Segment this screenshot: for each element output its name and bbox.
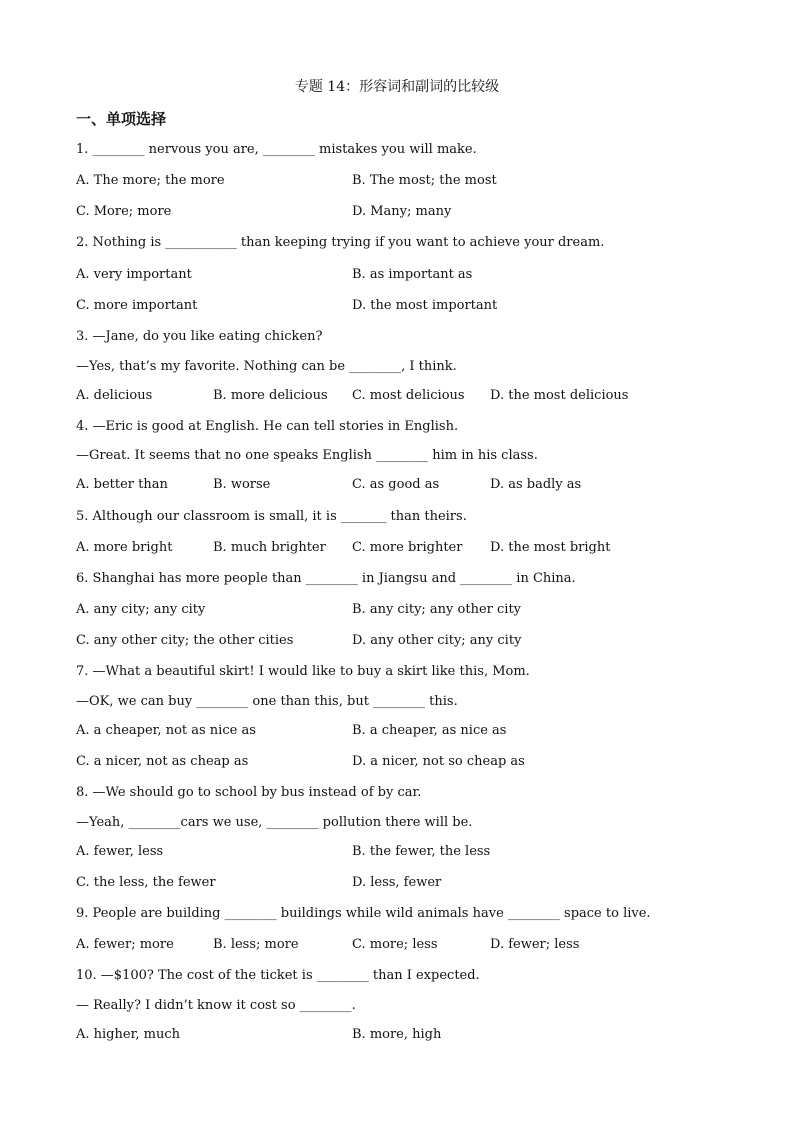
question-8-reply: —Yeah, ________cars we use, ________ pollution there will be. (76, 815, 473, 830)
question-7-reply: —OK, we can buy ________ one than this, but ________ this. (76, 694, 458, 709)
q4-option-b: B. worse (213, 477, 271, 492)
q10-option-b: B. more, high (352, 1027, 442, 1042)
q10-option-a: A. higher, much (76, 1027, 180, 1042)
q5-option-d: D. the most bright (490, 540, 611, 555)
q9-option-a: A. fewer; more (76, 937, 174, 952)
question-6: 6. Shanghai has more people than ________ in Jiangsu and ________ in China. (76, 571, 576, 586)
q9-option-c: C. more; less (352, 937, 438, 952)
question-3-reply: —Yes, that’s my favorite. Nothing can be ________, I think. (76, 359, 457, 374)
question-3: 3. —Jane, do you like eating chicken? (76, 329, 323, 344)
q3-option-a: A. delicious (76, 388, 153, 403)
q8-option-a: A. fewer, less (76, 844, 164, 859)
q6-option-c: C. any other city; the other cities (76, 633, 294, 648)
q7-option-d: D. a nicer, not so cheap as (352, 754, 525, 769)
q2-option-c: C. more important (76, 298, 198, 313)
question-4: 4. —Eric is good at English. He can tell stories in English. (76, 419, 459, 434)
q2-option-a: A. very important (76, 267, 192, 282)
question-10: 10. —$100? The cost of the ticket is ________ than I expected. (76, 968, 480, 983)
q1-option-c: C. More; more (76, 204, 172, 219)
q8-option-b: B. the fewer, the less (352, 844, 491, 859)
q5-option-b: B. much brighter (213, 540, 326, 555)
q1-option-d: D. Many; many (352, 204, 452, 219)
q4-option-a: A. better than (76, 477, 168, 492)
q7-option-c: C. a nicer, not as cheap as (76, 754, 249, 769)
q3-option-b: B. more delicious (213, 388, 328, 403)
q1-option-b: B. The most; the most (352, 173, 497, 188)
q8-option-d: D. less, fewer (352, 875, 442, 890)
q7-option-a: A. a cheaper, not as nice as (76, 723, 256, 738)
q4-option-c: C. as good as (352, 477, 440, 492)
q6-option-d: D. any other city; any city (352, 633, 522, 648)
q8-option-c: C. the less, the fewer (76, 875, 216, 890)
q3-option-c: C. most delicious (352, 388, 465, 403)
section-heading: 一、单项选择 (76, 110, 167, 128)
q5-option-a: A. more bright (76, 540, 173, 555)
q3-option-d: D. the most delicious (490, 388, 629, 403)
page-title: 专题 14：形容词和副词的比较级 (294, 79, 500, 95)
q6-option-a: A. any city; any city (76, 602, 206, 617)
question-7: 7. —What a beautiful skirt! I would like to buy a skirt like this, Mom. (76, 664, 530, 679)
q6-option-b: B. any city; any other city (352, 602, 522, 617)
q1-option-a: A. The more; the more (76, 173, 225, 188)
q5-option-c: C. more brighter (352, 540, 463, 555)
question-10-reply: — Really? I didn’t know it cost so ________. (76, 998, 356, 1013)
q2-option-d: D. the most important (352, 298, 498, 313)
question-8: 8. —We should go to school by bus instead of by car. (76, 785, 422, 800)
question-2: 2. Nothing is ___________ than keeping trying if you want to achieve your dream. (76, 235, 605, 250)
question-1: 1. ________ nervous you are, ________ mistakes you will make. (76, 142, 477, 157)
q2-option-b: B. as important as (352, 267, 473, 282)
q4-option-d: D. as badly as (490, 477, 582, 492)
q7-option-b: B. a cheaper, as nice as (352, 723, 507, 738)
q9-option-d: D. fewer; less (490, 937, 580, 952)
question-5: 5. Although our classroom is small, it is _______ than theirs. (76, 509, 467, 524)
question-4-reply: —Great. It seems that no one speaks English ________ him in his class. (76, 448, 538, 463)
question-9: 9. People are building ________ buildings while wild animals have ________ space to live. (76, 906, 651, 921)
q9-option-b: B. less; more (213, 937, 299, 952)
